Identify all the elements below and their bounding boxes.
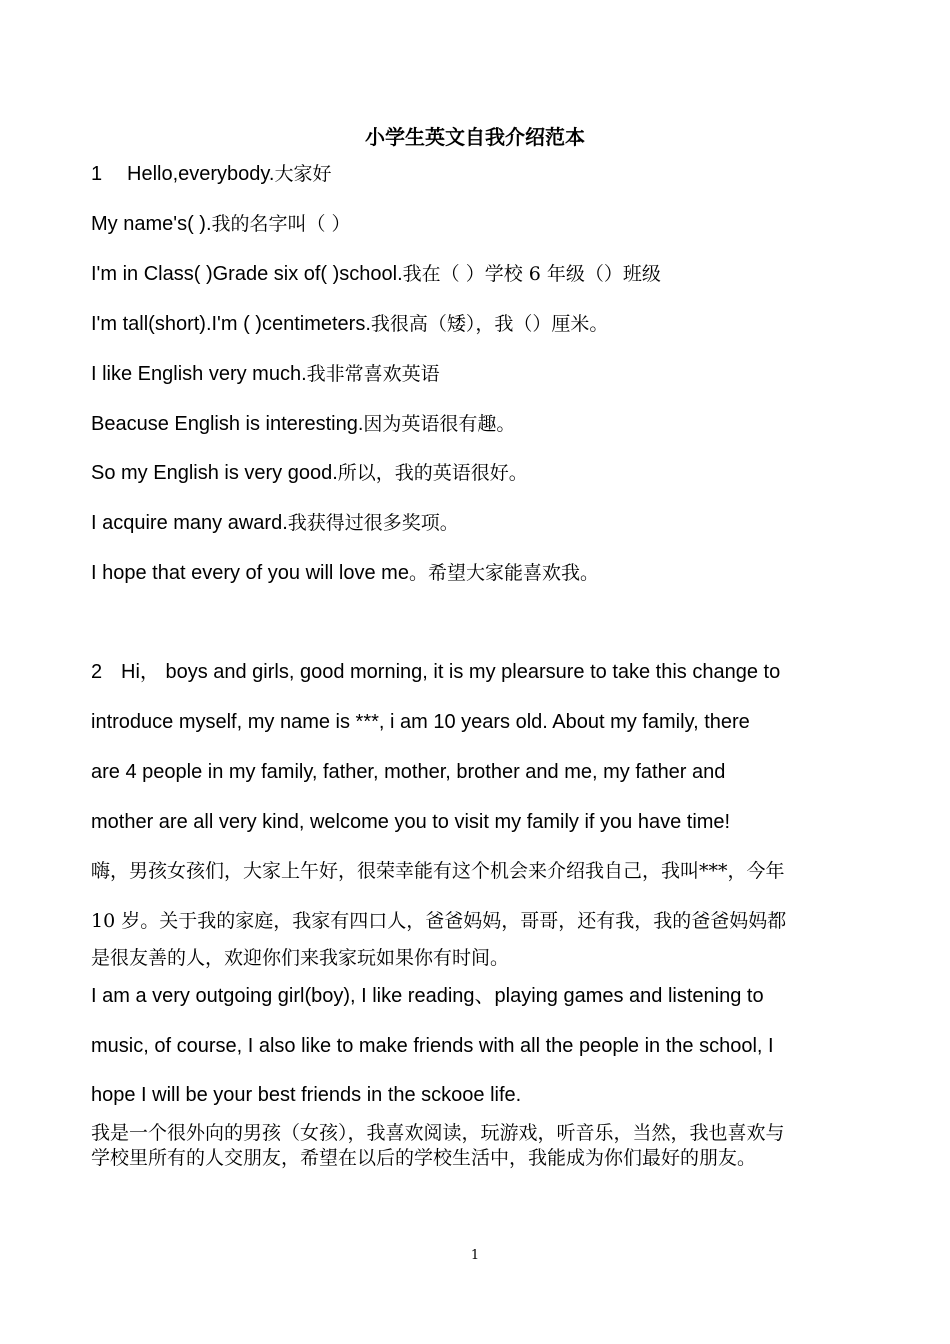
zh-text: 我非常喜欢英语 [306, 363, 440, 385]
section2-para2-en-line-3: hope I will be your best friends in the sckooe life. [91, 1084, 522, 1106]
zh-text: 所以，我的英语很好。 [337, 462, 528, 484]
section1-line-5 [91, 361, 871, 387]
en-text: I acquire many award. [91, 512, 288, 534]
page-number: 1 [470, 1248, 480, 1263]
en-text: Beacuse English is interesting. [91, 413, 364, 435]
section1-line-1 [91, 161, 871, 187]
zh-text: 。希望大家能喜欢我。 [408, 562, 599, 584]
section2-para1-zh-line-2: 10 岁。关于我的家庭，我家有四口人，爸爸妈妈，哥哥，还有我，我的爸爸妈妈都 [91, 910, 787, 932]
zh-text: 我获得过很多奖项。 [287, 512, 459, 534]
section2-para1-en-line-1 [91, 659, 871, 685]
section2-para2-zh-line-1: 我是一个很外向的男孩（女孩），我喜欢阅读，玩游戏，听音乐，当然，我也喜欢与 [91, 1122, 785, 1144]
en-text: I'm in Class( )Grade six of( )school. [91, 263, 403, 285]
section2-para1-zh-line-3: 是很友善的人，欢迎你们来我家玩如果你有时间。 [91, 947, 510, 969]
zh-text: 因为英语很有趣。 [363, 413, 516, 435]
en-text: So my English is very good. [91, 462, 338, 484]
section2-para2-zh-line-2: 学校里所有的人交朋友，希望在以后的学校生活中，我能成为你们最好的朋友。 [91, 1147, 757, 1169]
section1-line-6 [91, 411, 871, 437]
section1-line-9 [91, 560, 871, 586]
en-text: My name's( ). [91, 213, 212, 235]
section2-para1-en-line-4: mother are all very kind, welcome you to visit my family if you have time! [91, 811, 731, 833]
section1-line-4 [91, 311, 871, 337]
zh-text: 我很高（矮），我（）厘米。 [370, 313, 609, 335]
en-text: I'm tall(short).I'm ( )centimeters. [91, 313, 371, 335]
section2-number: 2 [91, 661, 103, 683]
zh-text: 我在（ ）学校 6 年级（）班级 [402, 263, 661, 285]
section2-para2-en-line-1: I am a very outgoing girl(boy), I like reading、playing games and listening to [91, 985, 764, 1007]
section2-para1-en-line-3: are 4 people in my family, father, mother, brother and me, my father and [91, 761, 726, 783]
section2-para1-en-line-2: introduce myself, my name is ***, i am 10 years old. About my family, there [91, 711, 750, 733]
section2-para1-zh-line-1: 嗨，男孩女孩们，大家上午好，很荣幸能有这个机会来介绍我自己，我叫***，今年 [91, 860, 785, 882]
section1-line-7 [91, 460, 871, 486]
section2-para2-en-line-2: music, of course, I also like to make friends with all the people in the school, I [91, 1035, 774, 1057]
en-text: Hello,everybody. [127, 163, 275, 185]
en-text: Hi， boys and girls, good morning, it is my plearsure to take this change to [121, 661, 781, 683]
section1-number: 1 [91, 163, 103, 185]
en-text: I hope that every of you will love me [91, 562, 409, 584]
document-title: 小学生英文自我介绍范本 [365, 125, 585, 149]
en-text: I like English very much. [91, 363, 307, 385]
section1-line-8 [91, 510, 871, 536]
section1-line-3 [91, 261, 871, 287]
section1-line-2 [91, 211, 871, 237]
zh-text: 我的名字叫（ ） [211, 213, 351, 235]
zh-text: 大家好 [274, 163, 332, 185]
